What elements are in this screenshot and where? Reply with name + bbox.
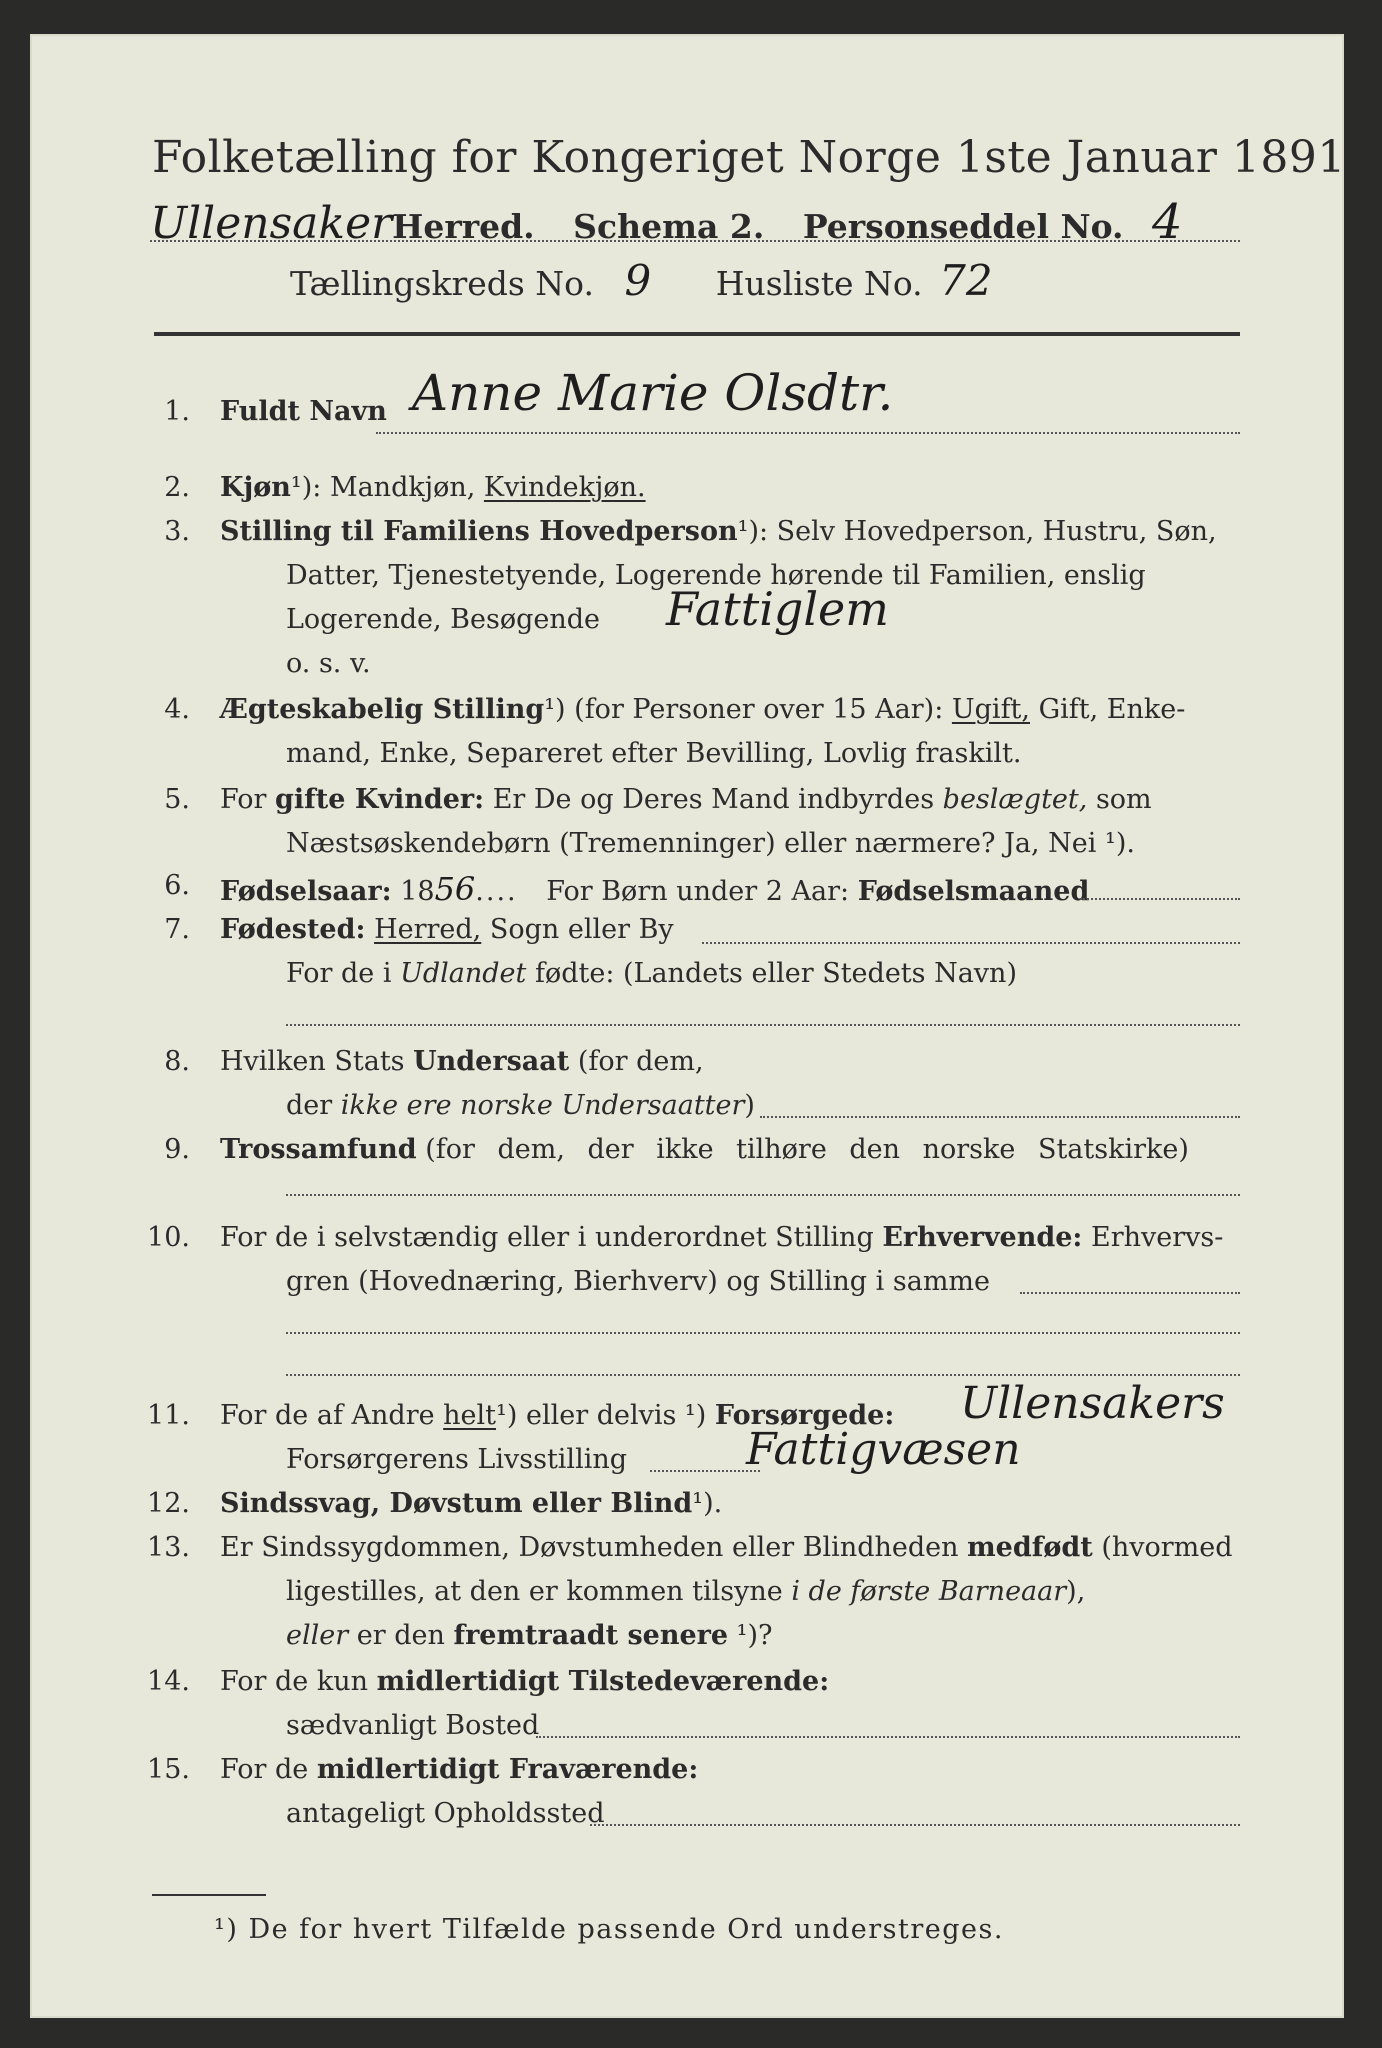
form-title: Folketælling for Kongeriget Norge 1ste Januar 1891. bbox=[152, 132, 1361, 183]
q15-label: midlertidigt Fraværende: bbox=[316, 1754, 699, 1785]
q7-opt-herred-underlined: Herred, bbox=[374, 914, 482, 945]
footnote-rule bbox=[152, 1894, 266, 1896]
q15-line1-a: For de bbox=[220, 1754, 309, 1785]
q10-number: 10. bbox=[147, 1222, 190, 1253]
q3-line3: Logerende, Besøgende bbox=[286, 604, 600, 635]
q15-line2: antageligt Opholdssted bbox=[286, 1798, 605, 1829]
q3-line1 bbox=[220, 516, 1217, 547]
q10-line1-a: For de i selvstændig eller i underordnet Stilling bbox=[220, 1222, 874, 1253]
q6-number: 6. bbox=[164, 870, 190, 901]
q9-line1 bbox=[220, 1134, 1189, 1165]
q6-row: Fødselsaar: 1856.... For Børn under 2 Aar: Fødselsmaaned bbox=[220, 870, 1090, 908]
q1-number: 1. bbox=[164, 396, 190, 427]
q1-label bbox=[220, 396, 387, 427]
q5-line1-b: Er De og Deres Mand indbyrdes bbox=[492, 784, 935, 815]
q4-label: Ægteskabelig Stilling bbox=[220, 694, 545, 725]
q3-line1-rest: ¹): Selv Hovedperson, Hustru, Søn, bbox=[737, 516, 1217, 547]
q6-label: Fødselsaar: bbox=[220, 876, 392, 907]
q8-line1 bbox=[220, 1046, 704, 1077]
q8-number: 8. bbox=[164, 1046, 190, 1077]
header-rule bbox=[154, 332, 1240, 336]
q14-line2-dots bbox=[536, 1736, 1240, 1738]
q1-answer-name: Anne Marie Olsdtr. bbox=[412, 364, 894, 422]
q13-line1-a: Er Sindssygdommen, Døvstumheden eller Blindheden bbox=[220, 1532, 959, 1563]
q4-line1-end: Gift, Enke- bbox=[1038, 694, 1186, 725]
q14-label: midlertidigt Tilstedeværende: bbox=[376, 1666, 830, 1697]
q13-line3-bold: fremtraadt senere bbox=[453, 1620, 729, 1651]
q4-line1-rest: ¹) (for Personer over 15 Aar): bbox=[544, 694, 944, 725]
q14-line1 bbox=[220, 1666, 829, 1697]
q11-number: 11. bbox=[147, 1400, 190, 1431]
footnote: ¹) De for hvert Tilfælde passende Ord understreges. bbox=[214, 1914, 1004, 1945]
q5-line1-a: For bbox=[220, 784, 267, 815]
census-form-page bbox=[30, 34, 1361, 2018]
kreds-label: Tællingskreds No. bbox=[290, 264, 594, 303]
q2-number: 2. bbox=[164, 472, 190, 503]
q7-line2-italic: Udlandet bbox=[400, 958, 527, 989]
q8-label: Undersaat bbox=[413, 1046, 570, 1077]
q3-line4: o. s. v. bbox=[286, 648, 371, 679]
q5-line2: Næstsøskendebørn (Tremenninger) eller nærmere? Ja, Nei ¹). bbox=[286, 828, 1135, 859]
q11-label: Forsørgede: bbox=[714, 1400, 895, 1431]
q4-opt-ugift-underlined: Ugift, bbox=[951, 694, 1030, 725]
q5-label: gifte Kvinder: bbox=[275, 784, 485, 815]
q13-line1-b: (hvormed bbox=[1101, 1532, 1233, 1563]
schema-label: Schema 2. bbox=[573, 207, 765, 246]
q2-label: Kjøn bbox=[220, 472, 291, 503]
q14-number: 14. bbox=[147, 1666, 190, 1697]
q11-opt-helt-underlined: helt bbox=[443, 1400, 497, 1431]
q13-line2-b: ), bbox=[1066, 1576, 1086, 1607]
q13-line3-a: er den bbox=[356, 1620, 445, 1651]
q10-line4-dots bbox=[286, 1374, 1240, 1376]
q13-line1 bbox=[220, 1532, 1233, 1563]
q10-line2: gren (Hovednæring, Bierhverv) og Stilling i samme bbox=[286, 1266, 991, 1297]
q4-line1 bbox=[220, 694, 1185, 725]
kreds-number: 9 bbox=[624, 256, 652, 305]
q8-line2-b: ) bbox=[744, 1090, 755, 1121]
q2-opt-male: Mandkjøn, bbox=[329, 472, 476, 503]
q12-number: 12. bbox=[147, 1488, 190, 1519]
q7-rest: Sogn eller By bbox=[489, 914, 674, 945]
q5-line1-c: som bbox=[1095, 784, 1152, 815]
q13-line3 bbox=[286, 1620, 773, 1651]
husliste-label: Husliste No. bbox=[715, 264, 923, 303]
q13-line2-a: ligestilles, at den er kommen tilsyne bbox=[286, 1576, 783, 1607]
q3-label: Stilling til Familiens Hovedperson bbox=[220, 516, 738, 547]
q8-line2-a: der bbox=[286, 1090, 333, 1121]
q10-line2-dots bbox=[1020, 1292, 1240, 1294]
q6-rest: For Børn under 2 Aar: bbox=[546, 876, 850, 907]
q15-number: 15. bbox=[147, 1754, 190, 1785]
q7-label: Fødested: bbox=[220, 914, 366, 945]
q15-line2-dots bbox=[590, 1824, 1240, 1826]
q4-number: 4. bbox=[164, 694, 190, 725]
q11-answer2: Fattigvæsen bbox=[746, 1424, 1021, 1475]
q7-line1-dots bbox=[702, 942, 1240, 944]
q12-row bbox=[220, 1488, 722, 1519]
q6-answer-year: 56 bbox=[434, 870, 476, 908]
q8-line2-italic: ikke ere norske Undersaatter bbox=[340, 1090, 745, 1121]
q13-number: 13. bbox=[147, 1532, 190, 1563]
q5-italic: beslægtet, bbox=[942, 784, 1088, 815]
q5-number: 5. bbox=[164, 784, 190, 815]
municipality-handwritten: Ullensaker bbox=[150, 198, 393, 249]
q3-number: 3. bbox=[164, 516, 190, 547]
q9-line2-dots bbox=[286, 1194, 1240, 1196]
q6-line bbox=[1080, 898, 1240, 900]
q10-line3-dots bbox=[286, 1332, 1240, 1334]
q9-label: Trossamfund bbox=[220, 1134, 417, 1165]
q13-line3-b: ¹)? bbox=[736, 1620, 773, 1651]
q6-label2: Fødselsmaaned bbox=[857, 876, 1090, 907]
q3-answer: Fattiglem bbox=[666, 582, 889, 636]
q7-line2-a: For de i bbox=[286, 958, 392, 989]
q13-line2 bbox=[286, 1576, 1085, 1607]
q1-line bbox=[376, 432, 1240, 434]
q13-line2-italic: i de første Barneaar bbox=[791, 1576, 1067, 1607]
q14-line1-a: For de kun bbox=[220, 1666, 368, 1697]
q12-sup: ¹). bbox=[692, 1488, 723, 1519]
q13-label: medfødt bbox=[967, 1532, 1093, 1563]
q9-rest: (for dem, der ikke tilhøre den norske Statskirke) bbox=[425, 1134, 1189, 1165]
q7-line2-b: fødte: (Landets eller Stedets Navn) bbox=[534, 958, 1017, 989]
q7-line3-dots bbox=[286, 1024, 1240, 1026]
q11-line1-b: ¹) eller delvis ¹) bbox=[496, 1400, 707, 1431]
personseddel-label: Personseddel No. bbox=[802, 207, 1124, 246]
q4-line2: mand, Enke, Separeret efter Bevilling, Lovlig fraskilt. bbox=[286, 738, 1022, 769]
q8-line bbox=[760, 1116, 1240, 1118]
q7-line2 bbox=[286, 958, 1017, 989]
header-row-2 bbox=[290, 256, 993, 305]
q6-prefix: 18 bbox=[400, 876, 435, 907]
q10-line1 bbox=[220, 1222, 1223, 1253]
q8-line1-a: Hvilken Stats bbox=[220, 1046, 405, 1077]
q2-row bbox=[220, 472, 646, 503]
q15-line1 bbox=[220, 1754, 698, 1785]
q11-line2-dots bbox=[650, 1470, 760, 1472]
q5-line1 bbox=[220, 784, 1152, 815]
husliste-number: 72 bbox=[939, 256, 993, 305]
q2-opt-female-underlined: Kvindekjøn. bbox=[483, 472, 646, 503]
herred-label: Herred. bbox=[392, 207, 535, 246]
q7-line1 bbox=[220, 914, 674, 945]
q11-line1-a: For de af Andre bbox=[220, 1400, 435, 1431]
q11-line2: Forsørgerens Livsstilling bbox=[286, 1444, 628, 1475]
q14-line2: sædvanligt Bosted bbox=[286, 1710, 540, 1741]
q7-number: 7. bbox=[164, 914, 190, 945]
q10-label: Erhvervende: bbox=[882, 1222, 1083, 1253]
header-dotted-line bbox=[150, 240, 1240, 242]
q9-number: 9. bbox=[164, 1134, 190, 1165]
q2-sup: ¹): bbox=[290, 472, 322, 503]
q3-line2: Datter, Tjenestetyende, Logerende hørende til Familien, enslig bbox=[286, 560, 1146, 591]
q10-line1-b: Erhvervs- bbox=[1091, 1222, 1224, 1253]
q13-line3-italic: eller bbox=[286, 1620, 349, 1651]
personseddel-number: 4 bbox=[1152, 194, 1183, 250]
q8-line2 bbox=[286, 1090, 755, 1121]
q8-line1-b: (for dem, bbox=[577, 1046, 704, 1077]
q12-label: Sindssvag, Døvstum eller Blind bbox=[220, 1488, 693, 1519]
q11-answer1: Ullensakers bbox=[960, 1378, 1225, 1429]
q1-label-text: Fuldt Navn bbox=[220, 396, 387, 427]
